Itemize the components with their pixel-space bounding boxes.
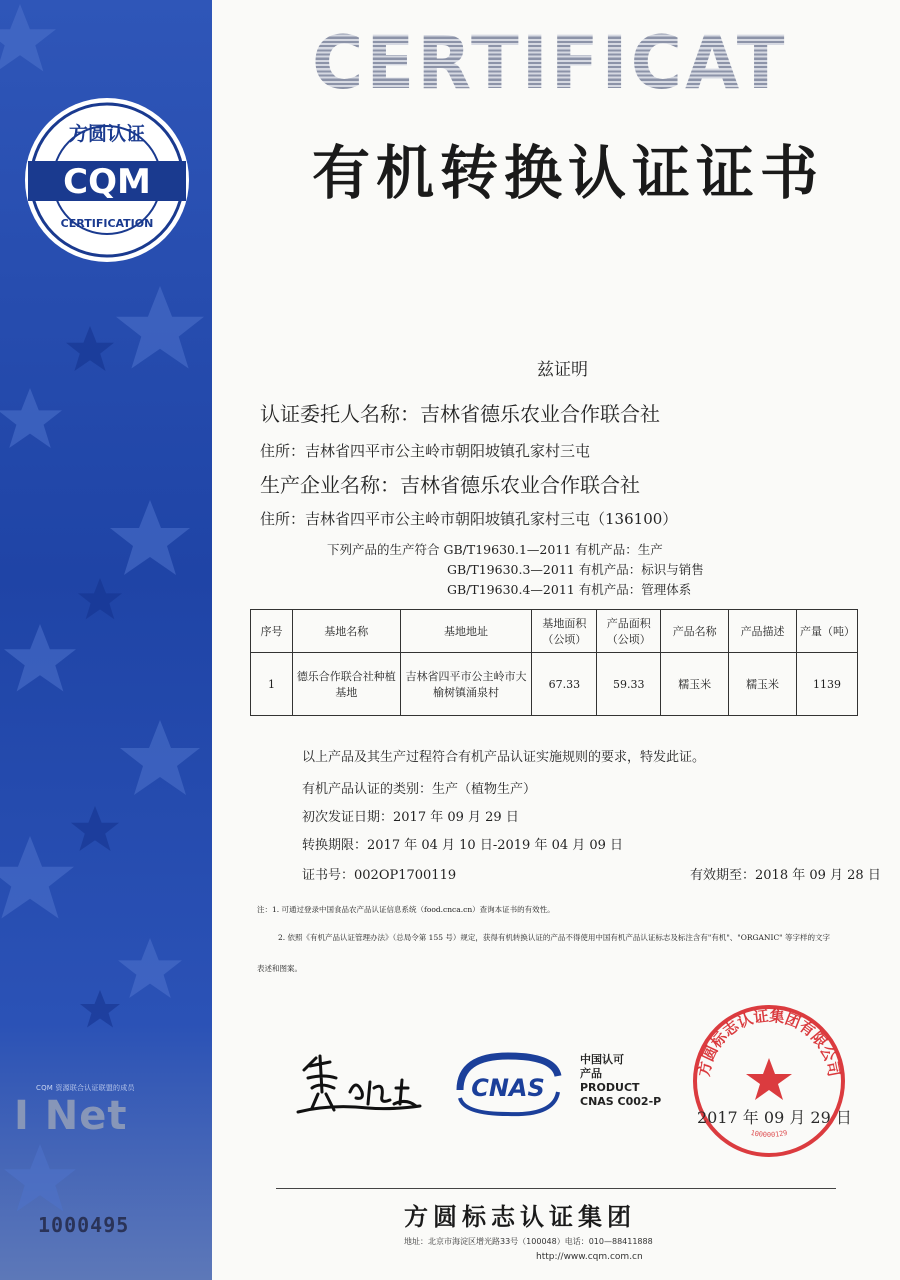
cell-product: 糯玉米: [661, 653, 729, 716]
footer-address: 地址：北京市海淀区增光路33号（100048）电话：010—88411888: [404, 1237, 653, 1246]
client-addr-label: 住所：: [260, 442, 306, 460]
standard-3: GB/T19630.4—2011 有机产品：管理体系: [447, 582, 692, 597]
client-address-line: [260, 440, 590, 461]
hereby: 兹证明: [537, 360, 588, 380]
cell-base-addr: 吉林省四平市公主岭市大榆树镇涌泉村: [400, 653, 532, 716]
producer-name: 吉林省德乐农业合作联合社: [400, 473, 640, 497]
note-1: 注：1. 可通过登录中国食品农产品认证信息系统（food.cnca.cn）查询本证书的有效性。: [257, 905, 555, 914]
th-base-area: 基地面积（公顷）: [532, 610, 597, 653]
seal-date: 2017 年 09 月 29 日: [697, 1108, 852, 1127]
producer-address-line: [260, 508, 677, 529]
svg-text:100000129: [750, 1129, 788, 1139]
sidebar: [0, 0, 212, 1280]
th-base-addr: 基地地址: [400, 610, 532, 653]
client-name: 吉林省德乐农业合作联合社: [420, 402, 660, 426]
th-prod-area: 产品面积（公顷）: [597, 610, 661, 653]
cnas-logo: [450, 1050, 566, 1120]
cell-desc: 糯玉米: [729, 653, 797, 716]
product-line-2: 产品: [580, 1067, 602, 1080]
footer-org: 方圆标志认证集团: [404, 1203, 636, 1231]
valid-until: 有效期至：2018 年 09 月 28 日: [690, 868, 881, 883]
table-row: [251, 653, 858, 716]
th-base-name: 基地名称: [292, 610, 400, 653]
cell-base-name: 德乐合作联合社种植基地: [292, 653, 400, 716]
seal-number: 100000129: [749, 1128, 789, 1139]
standard-1: GB/T19630.1—2011 有机产品：生产: [443, 542, 663, 557]
signature: [290, 1048, 450, 1128]
client-label: 认证委托人名称：: [260, 402, 420, 426]
certificate-serial: 1000495: [38, 1213, 130, 1237]
producer-addr: 吉林省四平市公主岭市朝阳坡镇孔家村三屯（136100）: [305, 510, 678, 528]
cqm-logo: [22, 95, 192, 265]
inet-caption: CQM 资源联合认证联盟的成员: [36, 1084, 135, 1092]
official-seal: [688, 1000, 850, 1162]
conformity-statement: 以上产品及其生产过程符合有机产品认证实施规则的要求，特发此证。: [302, 750, 706, 765]
th-no: 序号: [251, 610, 293, 653]
conversion-period: 转换期限：2017 年 04 月 10 日-2019 年 04 月 09 日: [302, 838, 624, 853]
footer-divider: [276, 1188, 836, 1189]
product-line-1: 中国认可: [580, 1053, 624, 1066]
producer-addr-label: 住所：: [260, 510, 306, 528]
th-desc: 产品描述: [729, 610, 797, 653]
cell-output: 1139: [797, 653, 858, 716]
th-output: 产量（吨）: [797, 610, 858, 653]
cell-prod-area: 59.33: [597, 653, 661, 716]
cnas-text: CNAS: [471, 1074, 545, 1102]
title-en: CERTIFICATE: [312, 19, 839, 107]
standard-line: [327, 540, 663, 558]
logo-bottom-text: CERTIFICATION: [60, 217, 154, 230]
cell-base-area: 67.33: [532, 653, 597, 716]
certificate-body: [212, 0, 900, 1280]
table-header-row: [251, 610, 858, 653]
seal-text: 方圆标志认证集团有限公司: [694, 1006, 844, 1079]
title-cn: 有机转换认证证书: [311, 139, 824, 207]
logo-top-text: 方圆认证: [68, 123, 146, 145]
product-line-3: PRODUCT: [580, 1081, 640, 1094]
product-table: [250, 609, 858, 716]
producer-label: 生产企业名称：: [260, 473, 400, 497]
logo-mark: CQM: [63, 162, 151, 202]
standard-2: GB/T19630.3—2011 有机产品：标识与销售: [447, 562, 704, 577]
note-2: 2. 依照《有机产品认证管理办法》（总局令第 155 号）规定，获得有机转换认证的产品不得使用中国有机产品认证标志及标注含有"有机"、"ORGANIC" 等字样的文字: [278, 933, 831, 942]
footer-url: http://www.cqm.com.cn: [536, 1252, 643, 1262]
product-line-4: CNAS C002-P: [580, 1095, 662, 1108]
note-3: 表述和图案。: [257, 964, 302, 973]
certificate-number: 证书号：002OP1700119: [302, 868, 457, 883]
client-line: [260, 398, 660, 427]
th-product: 产品名称: [661, 610, 729, 653]
certification-category: 有机产品认证的类别：生产（植物生产）: [302, 782, 537, 797]
first-issue-date: 初次发证日期：2017 年 09 月 29 日: [302, 810, 519, 825]
client-addr: 吉林省四平市公主岭市朝阳坡镇孔家村三屯: [305, 442, 591, 460]
producer-line: [260, 469, 640, 498]
cell-no: 1: [251, 653, 293, 716]
inet-logo: I Net: [14, 1093, 128, 1139]
standards-intro: 下列产品的生产符合: [327, 542, 440, 557]
product-accreditation: [580, 1053, 661, 1109]
